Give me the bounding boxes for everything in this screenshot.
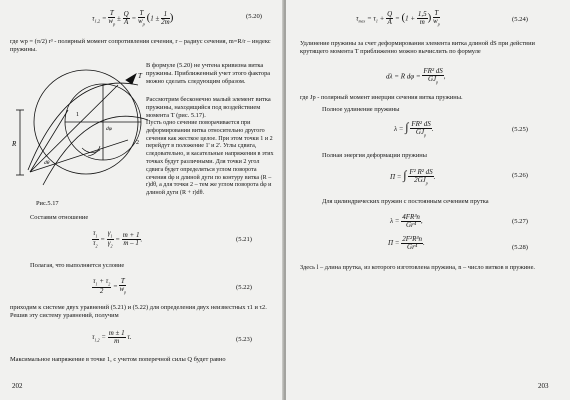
equation-number: (5.27)	[512, 218, 528, 225]
paragraph-jp: где Jp - полярный момент инерции сечения витка пружины.	[300, 94, 463, 101]
equation-dlambda: dλ = R dφ = $\frac{\text{FR² dS}}{GJ_p}$ ,	[386, 67, 446, 85]
equation-5-28: Π = $\frac{\text{2F²R³n}}{\text{Gr⁴}}$ .	[388, 235, 425, 251]
spring-element-figure	[8, 60, 158, 200]
paragraph-ratio: Составим отношение	[30, 214, 89, 221]
equation-number: (5.20)	[246, 13, 262, 20]
equation-number: (5.21)	[236, 236, 252, 243]
equation-number: (5.24)	[512, 16, 528, 23]
equation-number: (5.23)	[236, 336, 252, 343]
paragraph-cylindrical: Для цилиндрических пружин с постоянным сечением прутка	[322, 198, 489, 205]
equation-5-20: $\tau_{1,2}$ = $\frac{T}{w_p}$ ± $\frac{Q}{A}$ = $\frac{T}{w_p}$ (1 ± $\frac{1}{2m}$ )	[92, 9, 174, 27]
paragraph-full-elongation: Полное удлинение пружины	[322, 106, 400, 113]
figure-label-dphi: dφ	[106, 126, 112, 132]
equation-5-22: $\frac{\tau_1 + \tau_2}{2}$ = $\frac{T}{w_p}$	[93, 277, 127, 296]
figure-label-T: T	[138, 72, 142, 80]
paragraph-max-stress: Максимальное напряжение в точке 1, с учетом поперечной силы Q будет равно	[10, 356, 226, 363]
equation-number: (5.22)	[236, 284, 252, 291]
equation-number: (5.26)	[512, 172, 528, 179]
paragraph-assume: Полагая, что выполняется условие	[30, 262, 125, 269]
equation-5-23: $\tau_{1,2}$ = $\frac{m \pm 1}{m}$ τ.	[92, 329, 132, 345]
figure-label-dtheta: dθ	[44, 160, 50, 166]
figure-caption: Рис.5.17	[36, 200, 59, 207]
paragraph-elongation: Удлинение пружины за счет деформирования элемента витка длиной dS при действии крутящего момента T приближенно можно вычислить по формуле	[300, 40, 535, 56]
figure-label-1: 1	[76, 112, 79, 118]
right-page	[286, 0, 570, 400]
page-number: 203	[538, 382, 549, 390]
paragraph-energy: Полная энергия деформации пружины	[322, 152, 427, 159]
paragraph-wp: где wp = (π/2) r³ - полярный момент сопротивления сечения, r – радиус сечения, m=R/r – индекс пружины.	[10, 38, 271, 54]
equation-5-26: Π = ∫ $\frac{\text{F² R² dS}}{2GJ_p}$ .	[390, 167, 436, 186]
paragraph-here: Здесь l – длина прутка, из которого изготовлена пружина, n – число витков в пружине.	[300, 264, 536, 271]
paragraph-consider: Рассмотрим бесконечно малый элемент витка пружины, находящийся под воздействием момента T (рис. 5.17).	[146, 96, 271, 120]
equation-5-27: λ = $\frac{\text{4FR³n}}{\text{Gr⁴}}$ ,	[390, 213, 423, 229]
left-page	[0, 0, 284, 400]
equation-number: (5.25)	[512, 126, 528, 133]
figure-label-R: R	[12, 140, 17, 148]
paragraph-system: приходим к системе двух уравнений (5.21) и (5.22) для определения двух неизвестных τ1 и τ2. Решив эту систему уравнений, получим	[10, 304, 267, 320]
equation-5-24: $\tau_{max} = \tau_1$ + $\frac{Q}{A}$ = (1 + $\frac{1,5}{m}$ ) $\frac{T}{w_p}$	[356, 9, 440, 27]
figure-label-2: 2	[136, 140, 139, 146]
equation-number: (5.28)	[512, 244, 528, 251]
page-number: 202	[12, 382, 23, 390]
equation-5-25: λ = ∫ $\frac{\text{FR² dS}}{GJ_p}$ .	[394, 119, 434, 138]
paragraph-section-rotation: Пусть одно сечение поворачивается при деформировании витка относительно другого сечения как жесткое целое. При этом точки 1 и 2 перейдут в положение 1' и 2'. Углы сдвига, следовательно, и касательные напряжения в этих точках будут различными. Для точки 2 угол сдвига будет определяться углом поворота сечения dφ и длиной дуги по контуру витка (R – r)dθ, а для точки 2 – тем же углом поворота dφ и длиной дуги (R + r)dθ.	[146, 120, 274, 197]
paragraph-formula-note: В формуле (5.20) не учтена кривизна витка пружины. Приближенный учет этого фактора можно сделать следующим образом.	[146, 62, 271, 86]
equation-5-21: $\frac{\tau_1}{\tau_2}$ = $\frac{\gamma_1}{\gamma_2}$ = $\frac{m + 1}{m - 1}$ .	[93, 229, 143, 249]
